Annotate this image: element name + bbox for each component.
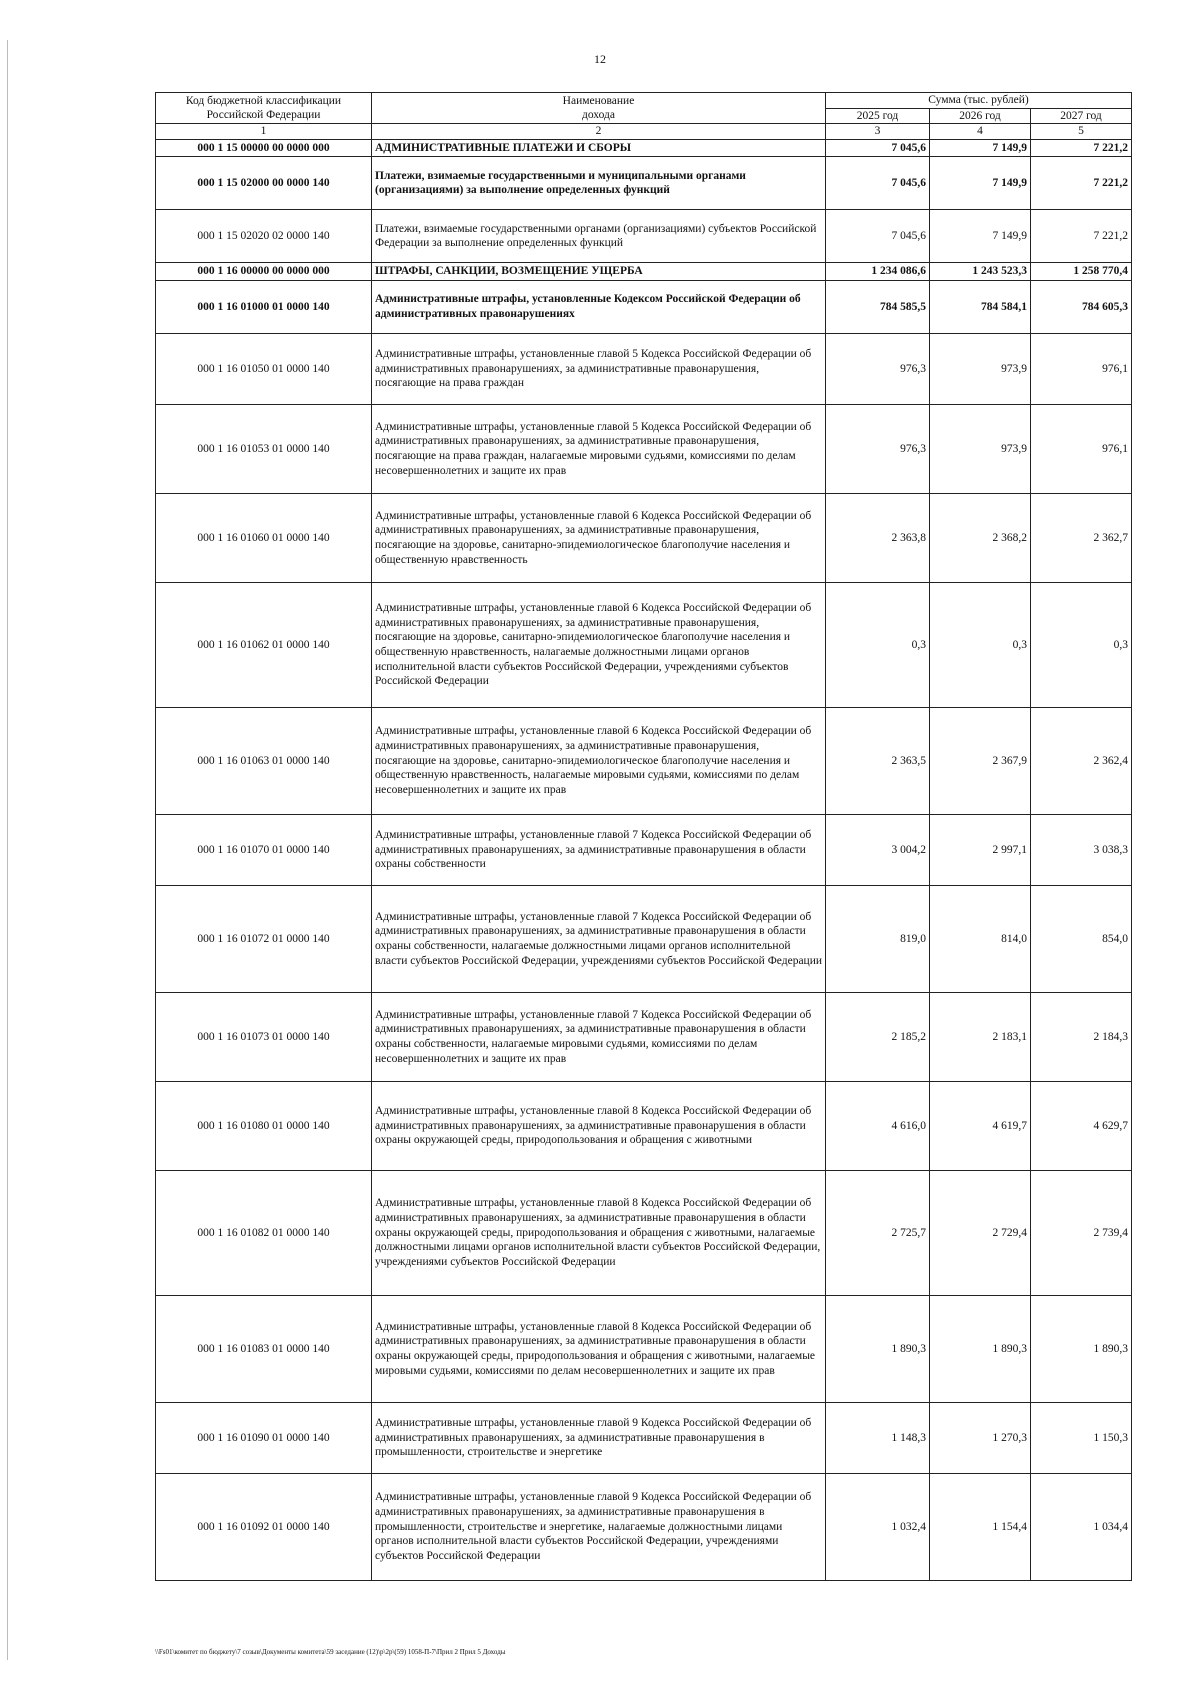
revenue-table [155, 92, 1132, 1581]
row-value-2027: 2 362,4 [1031, 707, 1132, 814]
header-code: Код бюджетной классификации Российской Федерации [156, 93, 372, 124]
row-name: Административные штрафы, установленные главой 8 Кодекса Российской Федерации об административных правонарушениях, за административные правонарушения в области охраны окружающей среды, природопользования и обращения с животными [372, 1081, 826, 1170]
table-row [156, 333, 1132, 404]
row-value-2026: 2 997,1 [930, 814, 1031, 885]
row-value-2025: 976,3 [826, 404, 930, 493]
row-name: ШТРАФЫ, САНКЦИИ, ВОЗМЕЩЕНИЕ УЩЕРБА [372, 263, 826, 281]
header-sum: Сумма (тыс. рублей) [826, 93, 1132, 109]
header-year-2027: 2027 год [1031, 108, 1132, 124]
table-row [156, 1473, 1132, 1580]
row-value-2026: 7 149,9 [930, 157, 1031, 210]
row-name: Административные штрафы, установленные главой 6 Кодекса Российской Федерации об административных правонарушениях, за административные правонарушения, посягающие на здоровье, санитарно-эпидемиологическое благополучие населения и общественную нравственность [372, 493, 826, 582]
header-col-numbers [156, 124, 1132, 140]
row-code: 000 1 16 01082 01 0000 140 [156, 1170, 372, 1295]
row-value-2027: 7 221,2 [1031, 139, 1132, 157]
row-code: 000 1 16 01053 01 0000 140 [156, 404, 372, 493]
row-value-2025: 819,0 [826, 885, 930, 992]
table-row [156, 139, 1132, 157]
row-code: 000 1 16 01092 01 0000 140 [156, 1473, 372, 1580]
row-value-2026: 2 729,4 [930, 1170, 1031, 1295]
row-code: 000 1 16 01062 01 0000 140 [156, 582, 372, 707]
col-number-4: 4 [930, 124, 1031, 140]
row-code: 000 1 15 02020 02 0000 140 [156, 210, 372, 263]
row-code: 000 1 16 01000 01 0000 140 [156, 280, 372, 333]
col-number-3: 3 [826, 124, 930, 140]
header-row-1 [156, 93, 1132, 109]
row-value-2027: 2 739,4 [1031, 1170, 1132, 1295]
row-code: 000 1 15 00000 00 0000 000 [156, 139, 372, 157]
row-name: Административные штрафы, установленные Кодексом Российской Федерации об административных правонарушениях [372, 280, 826, 333]
row-value-2027: 7 221,2 [1031, 210, 1132, 263]
row-value-2026: 0,3 [930, 582, 1031, 707]
row-name: Административные штрафы, установленные главой 8 Кодекса Российской Федерации об административных правонарушениях, за административные правонарушения в области охраны окружающей среды, природопользования и обращения с животными, налагаемые должностными лицами органов исполнительной власти субъектов Российской Федерации, учреждениями субъектов Российской Федерации [372, 1170, 826, 1295]
row-name: Платежи, взимаемые государственными органами (организациями) субъектов Российской Федерации за выполнение определенных функций [372, 210, 826, 263]
row-code: 000 1 16 01073 01 0000 140 [156, 992, 372, 1081]
row-value-2027: 1 034,4 [1031, 1473, 1132, 1580]
row-code: 000 1 16 01080 01 0000 140 [156, 1081, 372, 1170]
row-value-2026: 2 183,1 [930, 992, 1031, 1081]
row-value-2026: 2 367,9 [930, 707, 1031, 814]
row-code: 000 1 15 02000 00 0000 140 [156, 157, 372, 210]
table-row [156, 263, 1132, 281]
row-value-2026: 7 149,9 [930, 210, 1031, 263]
row-value-2025: 1 890,3 [826, 1295, 930, 1402]
table-row [156, 1081, 1132, 1170]
row-value-2026: 4 619,7 [930, 1081, 1031, 1170]
row-name: Административные штрафы, установленные главой 6 Кодекса Российской Федерации об административных правонарушениях, за административные правонарушения, посягающие на здоровье, санитарно-эпидемиологическое благополучие населения и общественную нравственность, налагаемые мировыми судьями, комиссиями по делам несовершеннолетних и защите их прав [372, 707, 826, 814]
row-value-2025: 7 045,6 [826, 139, 930, 157]
row-value-2026: 1 243 523,3 [930, 263, 1031, 281]
header-year-2026: 2026 год [930, 108, 1031, 124]
row-value-2027: 7 221,2 [1031, 157, 1132, 210]
row-value-2027: 0,3 [1031, 582, 1132, 707]
row-value-2025: 976,3 [826, 333, 930, 404]
row-value-2025: 7 045,6 [826, 157, 930, 210]
row-name: АДМИНИСТРАТИВНЫЕ ПЛАТЕЖИ И СБОРЫ [372, 139, 826, 157]
table-row [156, 582, 1132, 707]
header-year-2025: 2025 год [826, 108, 930, 124]
footer-file-path: \\Fs01\комитет по бюджету\7 созыв\Документы комитета\59 заседание (12)\р\2р\(59) 1058-П-7\Прил 2 Прил 5 Доходы [155, 1648, 506, 1656]
row-value-2027: 2 362,7 [1031, 493, 1132, 582]
col-number-5: 5 [1031, 124, 1132, 140]
row-value-2027: 854,0 [1031, 885, 1132, 992]
row-value-2025: 2 363,5 [826, 707, 930, 814]
row-value-2026: 1 890,3 [930, 1295, 1031, 1402]
header-name [372, 93, 826, 124]
row-name: Административные штрафы, установленные главой 9 Кодекса Российской Федерации об административных правонарушениях, за административные правонарушения в промышленности, строительстве и энергетике, налагаемые должностными лицами органов исполнительной власти субъектов Российской Федерации, учреждениями субъектов Российской Федерации [372, 1473, 826, 1580]
row-code: 000 1 16 00000 00 0000 000 [156, 263, 372, 281]
row-code: 000 1 16 01072 01 0000 140 [156, 885, 372, 992]
row-code: 000 1 16 01070 01 0000 140 [156, 814, 372, 885]
row-value-2025: 2 725,7 [826, 1170, 930, 1295]
table-row [156, 707, 1132, 814]
row-value-2027: 1 150,3 [1031, 1402, 1132, 1473]
row-code: 000 1 16 01063 01 0000 140 [156, 707, 372, 814]
table-row [156, 210, 1132, 263]
row-value-2025: 2 363,8 [826, 493, 930, 582]
table-row [156, 280, 1132, 333]
table-row [156, 1170, 1132, 1295]
row-name: Административные штрафы, установленные главой 6 Кодекса Российской Федерации об административных правонарушениях, за административные правонарушения, посягающие на здоровье, санитарно-эпидемиологическое благополучие населения и общественную нравственность, налагаемые должностными лицами органов исполнительной власти субъектов Российской Федерации, учреждениями субъектов Российской Федерации [372, 582, 826, 707]
table-row [156, 1402, 1132, 1473]
row-value-2027: 784 605,3 [1031, 280, 1132, 333]
scan-edge-line [7, 40, 8, 1660]
row-value-2027: 976,1 [1031, 404, 1132, 493]
row-value-2025: 3 004,2 [826, 814, 930, 885]
row-code: 000 1 16 01090 01 0000 140 [156, 1402, 372, 1473]
row-name: Административные штрафы, установленные главой 7 Кодекса Российской Федерации об административных правонарушениях, за административные правонарушения в области охраны собственности, налагаемые должностными лицами органов исполнительной власти субъектов Российской Федерации, учреждениями субъектов Российской Федерации [372, 885, 826, 992]
row-value-2026: 1 270,3 [930, 1402, 1031, 1473]
table-row [156, 814, 1132, 885]
row-value-2027: 4 629,7 [1031, 1081, 1132, 1170]
row-value-2026: 2 368,2 [930, 493, 1031, 582]
header-name-line1: Наименование [562, 94, 635, 107]
row-code: 000 1 16 01083 01 0000 140 [156, 1295, 372, 1402]
header-name-line2: дохода [581, 109, 615, 122]
revenue-table-body [156, 93, 1132, 1581]
row-value-2025: 0,3 [826, 582, 930, 707]
row-code: 000 1 16 01060 01 0000 140 [156, 493, 372, 582]
row-name: Административные штрафы, установленные главой 5 Кодекса Российской Федерации об административных правонарушениях, за административные правонарушения, посягающие на права граждан, налагаемые мировыми судьями, комиссиями по делам несовершеннолетних и защите их прав [372, 404, 826, 493]
row-value-2027: 1 258 770,4 [1031, 263, 1132, 281]
row-value-2025: 1 148,3 [826, 1402, 930, 1473]
row-value-2025: 7 045,6 [826, 210, 930, 263]
table-row [156, 992, 1132, 1081]
row-value-2025: 1 234 086,6 [826, 263, 930, 281]
col-number-2: 2 [372, 124, 826, 140]
page-number: 12 [594, 52, 606, 66]
row-value-2026: 973,9 [930, 333, 1031, 404]
row-value-2026: 7 149,9 [930, 139, 1031, 157]
table-row [156, 493, 1132, 582]
row-value-2025: 2 185,2 [826, 992, 930, 1081]
row-value-2025: 1 032,4 [826, 1473, 930, 1580]
row-value-2027: 2 184,3 [1031, 992, 1132, 1081]
table-row [156, 885, 1132, 992]
table-row [156, 157, 1132, 210]
col-number-1: 1 [156, 124, 372, 140]
row-value-2026: 1 154,4 [930, 1473, 1031, 1580]
row-value-2026: 814,0 [930, 885, 1031, 992]
row-value-2026: 973,9 [930, 404, 1031, 493]
row-value-2025: 784 585,5 [826, 280, 930, 333]
row-name: Административные штрафы, установленные главой 8 Кодекса Российской Федерации об административных правонарушениях, за административные правонарушения в области охраны окружающей среды, природопользования и обращения с животными, налагаемые мировыми судьями, комиссиями по делам несовершеннолетних и защите их прав [372, 1295, 826, 1402]
row-name: Платежи, взимаемые государственными и муниципальными органами (организациями) за выполнение определенных функций [372, 157, 826, 210]
row-value-2027: 3 038,3 [1031, 814, 1132, 885]
row-name: Административные штрафы, установленные главой 7 Кодекса Российской Федерации об административных правонарушениях, за административные правонарушения в области охраны собственности [372, 814, 826, 885]
row-value-2027: 976,1 [1031, 333, 1132, 404]
row-value-2025: 4 616,0 [826, 1081, 930, 1170]
row-code: 000 1 16 01050 01 0000 140 [156, 333, 372, 404]
row-value-2026: 784 584,1 [930, 280, 1031, 333]
table-row [156, 1295, 1132, 1402]
table-row [156, 404, 1132, 493]
row-name: Административные штрафы, установленные главой 5 Кодекса Российской Федерации об административных правонарушениях, за административные правонарушения, посягающие на права граждан [372, 333, 826, 404]
row-name: Административные штрафы, установленные главой 7 Кодекса Российской Федерации об административных правонарушениях, за административные правонарушения в области охраны собственности, налагаемые мировыми судьями, комиссиями по делам несовершеннолетних и защите их прав [372, 992, 826, 1081]
row-value-2027: 1 890,3 [1031, 1295, 1132, 1402]
row-name: Административные штрафы, установленные главой 9 Кодекса Российской Федерации об административных правонарушениях, за административные правонарушения в промышленности, строительстве и энергетике [372, 1402, 826, 1473]
